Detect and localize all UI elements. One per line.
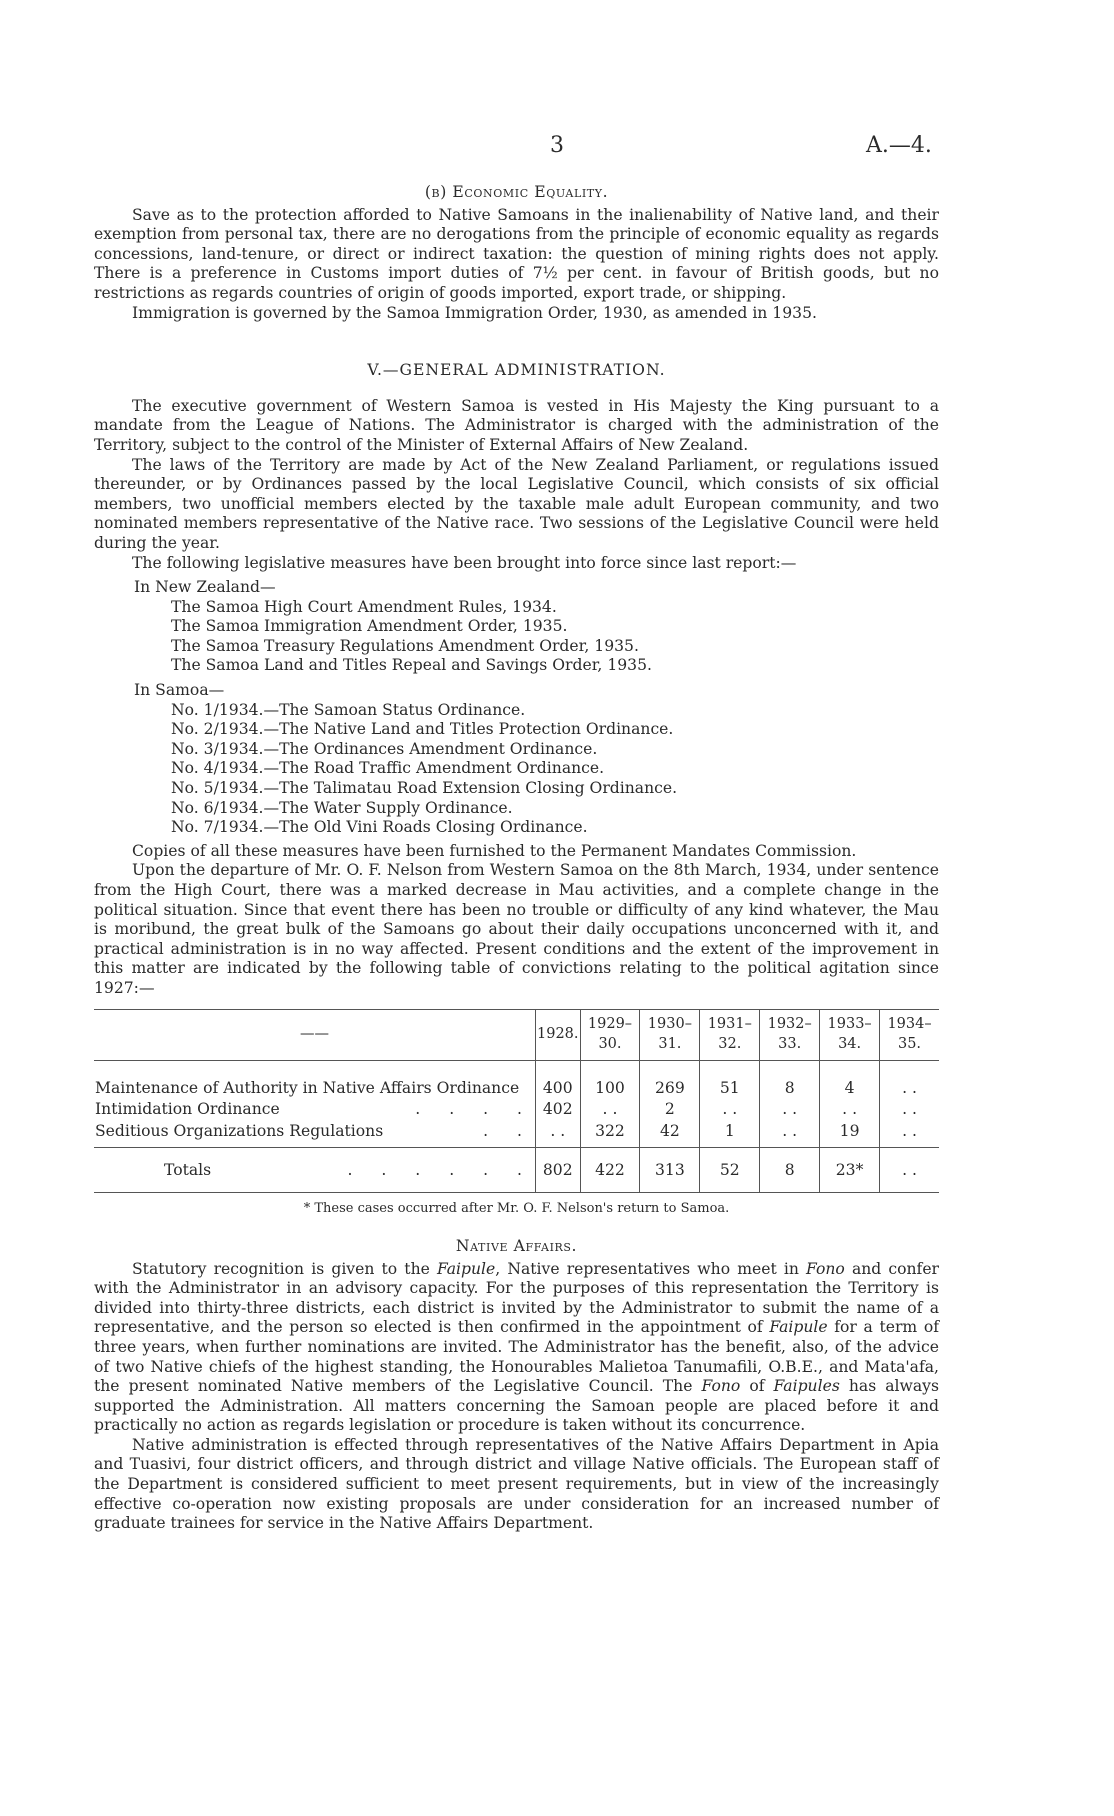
table-cell: . . [700,1099,760,1121]
table-cell: 51 [700,1060,760,1099]
document-reference: A.—4. [866,133,932,158]
table-footnote: * These cases occurred after Mr. O. F. Nelson's return to Samoa. [303,1201,730,1217]
economic-heading: (b) Economic Equality. [424,183,609,201]
column-header: 1932–33. [760,1009,820,1060]
table-cell: 100 [580,1060,640,1099]
list-item: No. 2/1934.—The Native Land and Titles Protection Ordinance. [171,720,674,739]
list-item: No. 3/1934.—The Ordinances Amendment Ordinance. [171,739,598,758]
list-label-new-zealand: In New Zealand— [134,578,276,597]
table-cell: . . [880,1099,939,1121]
section-heading-general-administration: V.—GENERAL ADMINISTRATION. [367,361,666,380]
paragraph: The laws of the Territory are made by Act of the New Zealand Parliament, or regulations issued thereunder, or by Ordinances passed by the local Legislative Council, which consists of six official members, two unofficial members elected by the taxable male adult European community, and two nominated members representative of the Native race. Two sessions of the Legislative Council were held during the year. [94,455,939,552]
list-item: No. 4/1934.—The Road Traffic Amendment Ordinance. [171,759,605,778]
new-zealand-measures-list [171,598,939,676]
list-item: No. 1/1934.—The Samoan Status Ordinance. [171,700,526,719]
native-affairs-heading: Native Affairs. [455,1236,578,1255]
column-header: 1931–32. [700,1009,760,1060]
column-header: 1929–30. [580,1009,640,1060]
column-header: 1930–31. [640,1009,700,1060]
table-row [94,1099,939,1121]
table-cell: 802 [536,1148,581,1193]
table-totals-row [94,1148,939,1193]
table-cell: 422 [580,1148,640,1193]
table-cell: 402 [536,1099,581,1121]
page-number: 3 [550,133,564,158]
table-cell: 2 [640,1099,700,1121]
list-item: The Samoa High Court Amendment Rules, 1934. [171,597,557,616]
paragraph: Immigration is governed by the Samoa Immigration Order, 1930, as amended in 1935. [132,303,817,322]
row-label: Maintenance of Authority in Native Affairs Ordinance [95,1078,520,1097]
table-cell: . . [880,1121,939,1148]
list-item: No. 7/1934.—The Old Vini Roads Closing Ordinance. [171,818,588,837]
paragraph: Native administration is effected through representatives of the Native Affairs Department in Apia and Tuasivi, four district officers, and through district and village Native officials. The European staff of the Department is considered sufficient to meet present requirements, but in view of the increasingly effective co-operation now existing proposals are under consideration for an increased number of graduate trainees for service in the Native Affairs Department. [94,1435,939,1533]
paragraph: The executive government of Western Samoa is vested in His Majesty the King pursuant to a mandate from the League of Nations. The Administrator is charged with the administration of the Territory, subject to the control of the Minister of External Affairs of New Zealand. [94,396,939,454]
table-cell: . . [760,1099,820,1121]
table-cell: 400 [536,1060,581,1099]
paragraph: Statutory recognition is given to the Faipule, Native representatives who meet in Fono and confer with the Administrator in an advisory capacity. For the purposes of this representation the Territory is divided into thirty-three districts, each district is invited by the Administrator to submit the name of a representative, and the person so elected is then confirmed in the appointment of Faipule for a term of three years, when further nominations are invited. The Administrator has the benefit, also, of the advice of two Native chiefs of the highest standing, the Honourables Malietoa Tanumafili, O.B.E., and Mata'afa, the present nominated Native members of the Legislative Council. The Fono of Faipules has always supported the Administration. All matters concerning the Samoan people are placed before it and practically no action as regards legislation or procedure is taken without its concurrence. [94,1259,940,1435]
table-corner: —— [94,1009,536,1060]
table-row [94,1121,939,1148]
table-cell: 1 [700,1121,760,1148]
table-cell: 23* [820,1148,880,1193]
list-item: The Samoa Land and Titles Repeal and Savings Order, 1935. [171,656,652,675]
table-cell: . . [536,1121,581,1148]
list-item: The Samoa Immigration Amendment Order, 1935. [171,617,568,636]
paragraph: Upon the departure of Mr. O. F. Nelson from Western Samoa on the 8th March, 1934, under sentence from the High Court, there was a marked decrease in Mau activities, and a complete change in the political situation. Since that event there has been no trouble or difficulty of any kind whatever, the Mau is moribund, the great bulk of the Samoans go about their daily occupations unconcerned with it, and practical administration is in no way affected. Present conditions and the extent of the improvement in this matter are indicated by the following table of convictions relating to the political agitation since 1927:— [94,861,939,997]
table-cell: . . [580,1099,640,1121]
column-header: 1933–34. [820,1009,880,1060]
page-content [94,183,939,1534]
list-item: The Samoa Treasury Regulations Amendment Order, 1935. [171,636,639,655]
table-cell: . . [880,1148,939,1193]
convictions-table [94,1009,939,1194]
table-header-row [94,1009,939,1060]
row-label: Totals . . . . . . [94,1148,536,1193]
table-cell: . . [880,1060,939,1099]
table-cell: 269 [640,1060,700,1099]
table-cell: 42 [640,1121,700,1148]
column-header: 1928. [536,1009,581,1060]
row-label: Intimidation Ordinance . . . . [95,1100,534,1119]
row-label: Seditious Organizations Regulations . . [95,1121,534,1140]
table-cell: 4 [820,1060,880,1099]
list-item: No. 5/1934.—The Talimatau Road Extension Closing Ordinance. [171,779,678,798]
table-cell: . . [760,1121,820,1148]
column-header: 1934–35. [880,1009,939,1060]
table-cell: 313 [640,1148,700,1193]
paragraph: Copies of all these measures have been furnished to the Permanent Mandates Commission. [132,841,857,860]
table-cell: 8 [760,1148,820,1193]
table-cell: 19 [820,1121,880,1148]
list-item: No. 6/1934.—The Water Supply Ordinance. [171,798,513,817]
table-cell: 52 [700,1148,760,1193]
paragraph: Save as to the protection afforded to Native Samoans in the inalienability of Native land, and their exemption from personal tax, there are no derogations from the principle of economic equality as regards concessions, land-tenure, or direct or indirect taxation: the question of mining rights does not apply. There is a preference in Customs import duties of 7½ per cent. in favour of British goods, but no restrictions as regards countries of origin of goods imported, export trade, or shipping. [94,205,939,302]
table-row [94,1060,939,1099]
table-cell: . . [820,1099,880,1121]
paragraph: The following legislative measures have been brought into force since last report:— [132,553,797,572]
list-label-samoa: In Samoa— [134,681,225,700]
samoa-measures-list [171,701,939,838]
table-cell: 322 [580,1121,640,1148]
table-cell: 8 [760,1060,820,1099]
